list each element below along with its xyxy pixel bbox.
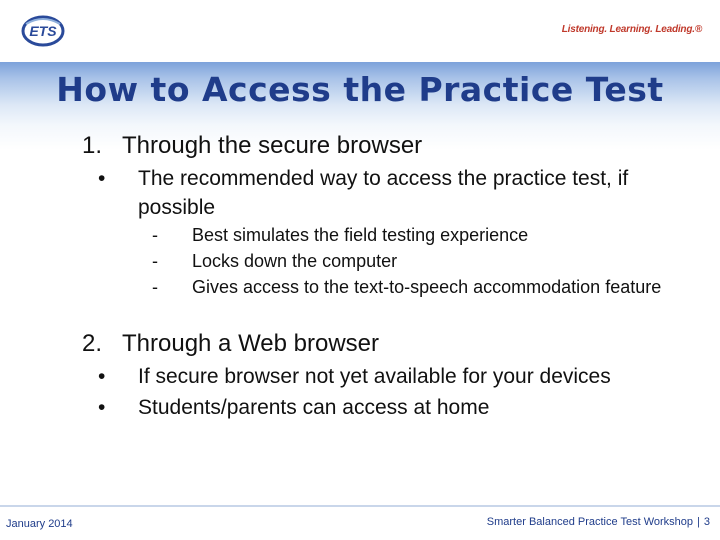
footer-label bbox=[487, 516, 710, 528]
list-item-text: Through a Web browser bbox=[122, 330, 380, 357]
sub-bullet-marker: - bbox=[152, 225, 158, 245]
bullet-text: Students/parents can access at home bbox=[138, 396, 490, 419]
bullet-text: If secure browser not yet available for your devices bbox=[138, 365, 611, 388]
sub-bullet-text: Best simulates the field testing experience bbox=[192, 225, 529, 245]
slide-title: How to Access the Practice Test bbox=[56, 70, 664, 109]
sub-bullet-text: Locks down the computer bbox=[192, 251, 398, 271]
ets-logo-text: ETS bbox=[29, 23, 57, 39]
bullet-marker: • bbox=[98, 365, 106, 388]
footer-workshop-title: Smarter Balanced Practice Test Workshop bbox=[486, 516, 694, 528]
tagline: Listening. Learning. Leading.® bbox=[561, 24, 702, 35]
footer-separator: | bbox=[697, 516, 700, 528]
bullet-marker: • bbox=[98, 396, 106, 419]
list-item-number: 1. bbox=[82, 132, 103, 159]
sub-bullet-marker: - bbox=[152, 277, 158, 297]
footer-date: January 2014 bbox=[6, 518, 73, 530]
list-item-text: Through the secure browser bbox=[122, 132, 423, 159]
sub-bullet-text: Gives access to the text-to-speech accommodation feature bbox=[192, 277, 662, 297]
list-item-number: 2. bbox=[82, 330, 103, 357]
bullet-marker: • bbox=[98, 167, 106, 190]
page-number: 3 bbox=[703, 516, 710, 528]
bullet-text: The recommended way to access the practice test, if possible bbox=[138, 167, 629, 219]
sub-bullet-marker: - bbox=[152, 251, 158, 271]
footer-divider bbox=[0, 505, 720, 507]
